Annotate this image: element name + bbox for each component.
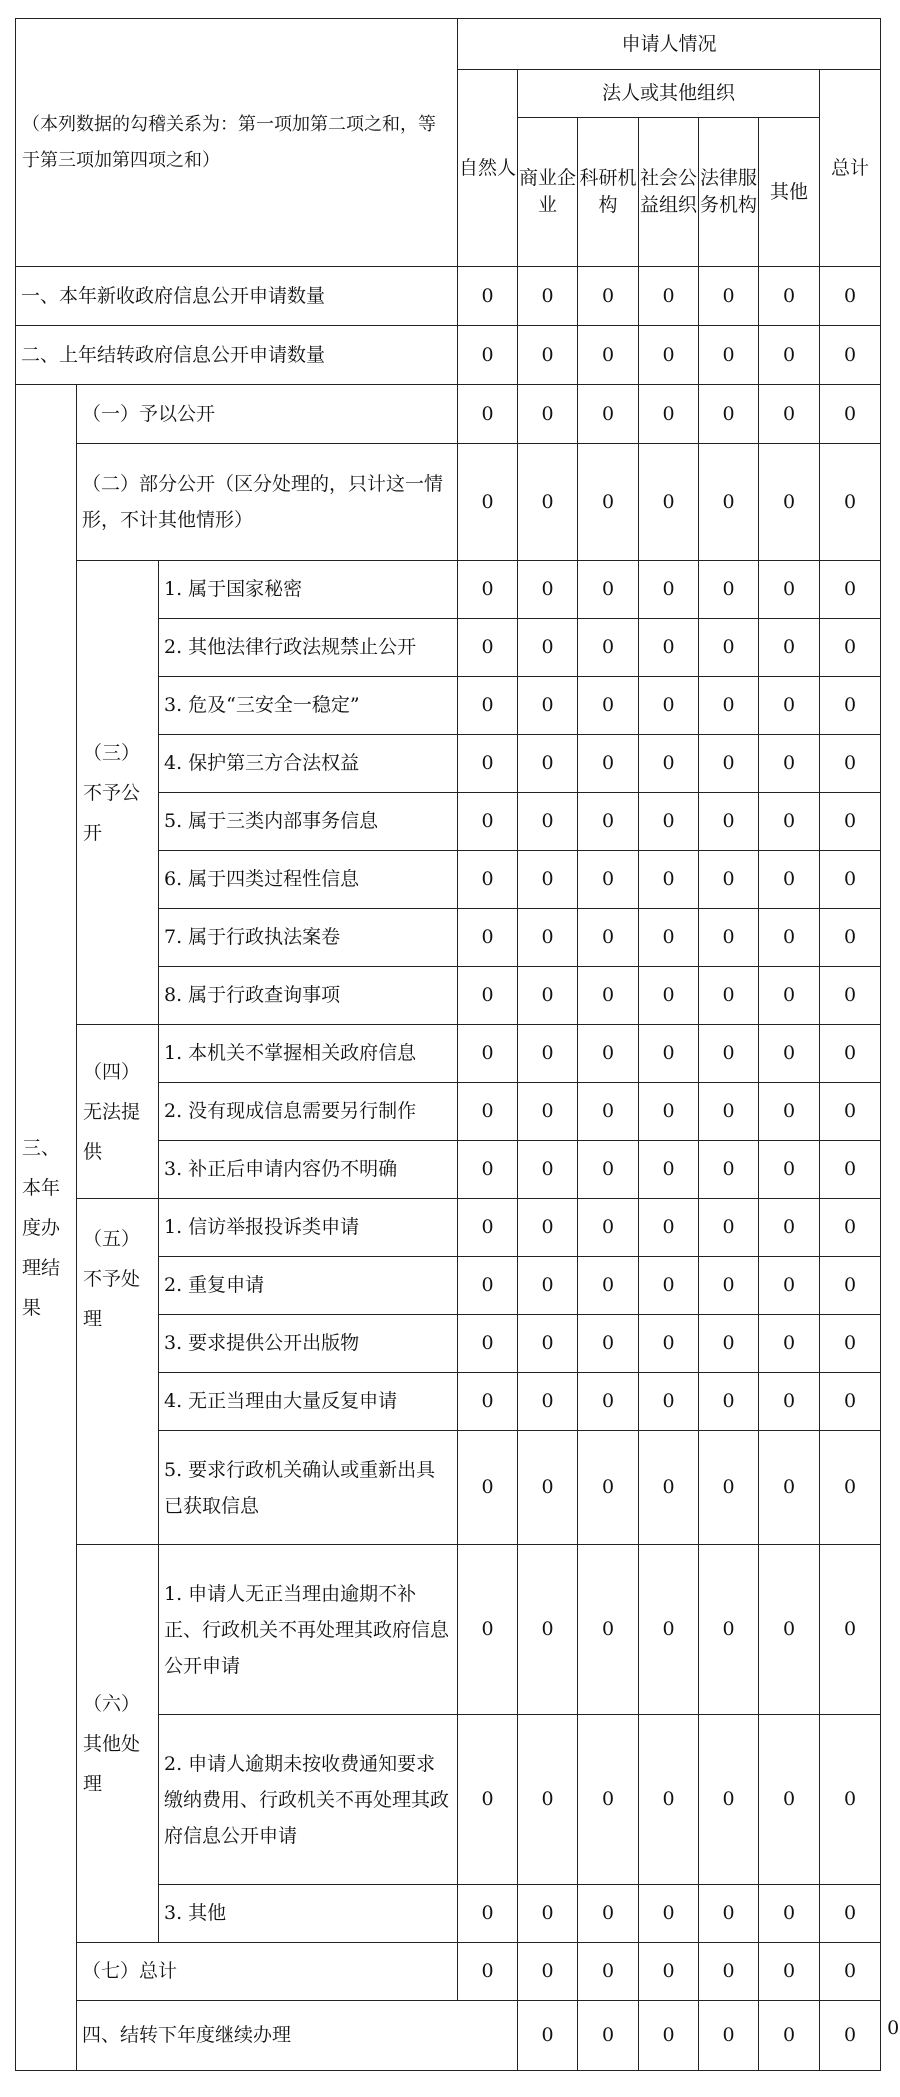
column-relation-note: （本列数据的勾稽关系为：第一项加第二项之和，等于第三项加第四项之和） [16,19,458,267]
value-cell: 0 [578,793,639,851]
value-cell: 0 [518,1943,578,2001]
value-cell: 0 [639,385,699,444]
value-cell: 0 [699,385,759,444]
value-cell: 0 [639,793,699,851]
other-org-header: 其他 [759,118,820,267]
value-cell: 0 [578,1315,639,1373]
value-cell: 0 [458,967,518,1025]
row-label: 4. 无正当理由大量反复申请 [159,1373,458,1431]
value-cell: 0 [578,326,639,385]
value-cell: 0 [820,619,881,677]
value-cell: 0 [458,1315,518,1373]
value-cell: 0 [578,1141,639,1199]
table-row [16,267,881,326]
value-cell: 0 [578,619,639,677]
value-cell: 0 [759,1545,820,1715]
table-row: 四、结转下年度继续办理 0 0 0 0 0 0 0 [16,2001,881,2071]
value-cell: 0 [699,677,759,735]
value-cell: 0 [699,1715,759,1885]
value-cell: 0 [699,1199,759,1257]
row-label: 二、上年结转政府信息公开申请数量 [16,326,458,385]
row-label: 四、结转下年度继续办理 [77,2001,518,2071]
row-label: 3. 危及“三安全一稳定” [159,677,458,735]
value-cell: 0 [518,1545,578,1715]
row-label: （一）予以公开 [77,385,458,444]
value-cell: 0 [759,1025,820,1083]
value-cell: 0 [820,967,881,1025]
value-cell: 0 [578,909,639,967]
value-cell: 0 [518,967,578,1025]
value-cell: 0 [518,1257,578,1315]
value-cell: 0 [820,561,881,619]
value-cell: 0 [458,1885,518,1943]
value-cell: 0 [578,1545,639,1715]
value-cell: 0 [458,909,518,967]
value-cell: 0 [639,1373,699,1431]
value-cell: 0 [518,1715,578,1885]
value-cell: 0 [759,851,820,909]
row-label: 2. 申请人逾期未按收费通知要求缴纳费用、行政机关不再处理其政府信息公开申请 [159,1715,458,1885]
value-cell: 0 [518,326,578,385]
value-cell: 0 [699,619,759,677]
value-cell: 0 [759,1141,820,1199]
value-cell: 0 [639,967,699,1025]
value-cell: 0 [578,1373,639,1431]
value-cell: 0 [639,1257,699,1315]
value-cell: 0 [820,1141,881,1199]
applicant-header: 申请人情况 [458,19,881,70]
row-label: 一、本年新收政府信息公开申请数量 [16,267,458,326]
value-cell: 0 [699,1885,759,1943]
row-label: 4. 保护第三方合法权益 [159,735,458,793]
value-cell: 0 [578,1715,639,1885]
value-cell: 0 [518,385,578,444]
application-statistics-table [15,18,900,2071]
value-cell: 0 [639,1025,699,1083]
value-cell: 0 [699,735,759,793]
value-cell: 0 [458,1431,518,1545]
value-cell: 0 [639,1315,699,1373]
value-cell: 0 [518,1315,578,1373]
group-label: （六）其他处理 [77,1545,159,1943]
value-cell: 0 [518,1431,578,1545]
table-row [16,1545,881,1715]
value-cell: 0 [578,561,639,619]
value-cell: 0 [578,444,639,561]
value-cell: 0 [759,385,820,444]
value-cell: 0 [759,444,820,561]
value-cell: 0 [820,677,881,735]
value-cell: 0 [639,326,699,385]
value-cell: 0 [699,851,759,909]
row-label: 5. 要求行政机关确认或重新出具已获取信息 [159,1431,458,1545]
value-cell: 0 [759,2001,820,2071]
value-cell: 0 [518,561,578,619]
value-cell: 0 [820,1431,881,1545]
value-cell: 0 [639,1545,699,1715]
value-cell: 0 [820,1199,881,1257]
legal-group-header: 法人或其他组织 [518,70,820,118]
value-cell: 0 [820,1943,881,2001]
value-cell: 0 [639,444,699,561]
value-cell: 0 [699,1141,759,1199]
value-cell: 0 [820,1083,881,1141]
value-cell: 0 [759,1373,820,1431]
value-cell: 0 [518,444,578,561]
row-label: 2. 其他法律行政法规禁止公开 [159,619,458,677]
group-label: （三）不予公开 [77,561,159,1025]
disclosure-statistics-document [15,18,900,2080]
value-cell: 0 [639,909,699,967]
value-cell: 0 [820,1373,881,1431]
value-cell: 0 [820,444,881,561]
natural-person-header: 自然人 [458,70,518,267]
value-cell: 0 [578,2001,639,2071]
value-cell: 0 [699,1943,759,2001]
section-three-label: 三、本年度办理结果 [16,385,77,2071]
value-cell: 0 [759,326,820,385]
row-label: （七）总计 [77,1943,458,2001]
value-cell: 0 [458,1715,518,1885]
value-cell: 0 [518,267,578,326]
value-cell: 0 [759,967,820,1025]
value-cell: 0 [820,851,881,909]
value-cell: 0 [458,1141,518,1199]
value-cell: 0 [699,1373,759,1431]
value-cell: 0 [458,1025,518,1083]
value-cell: 0 [458,851,518,909]
value-cell: 0 [820,1025,881,1083]
value-cell: 0 [458,1373,518,1431]
value-cell: 0 [458,1083,518,1141]
value-cell: 0 [820,326,881,385]
value-cell: 0 [458,326,518,385]
commercial-header: 商业企业 [518,118,578,267]
row-label: 1. 属于国家秘密 [159,561,458,619]
value-cell: 0 [518,909,578,967]
total-header: 总计 [820,70,881,267]
value-cell: 0 [518,1885,578,1943]
value-cell: 0 [699,967,759,1025]
row-label: 6. 属于四类过程性信息 [159,851,458,909]
value-cell: 0 [639,561,699,619]
table-row [16,1943,881,2001]
value-cell: 0 [699,1083,759,1141]
value-cell: 0 [518,851,578,909]
value-cell: 0 [639,677,699,735]
value-cell: 0 [699,793,759,851]
value-cell: 0 [699,326,759,385]
value-cell: 0 [699,1025,759,1083]
value-cell: 0 [578,267,639,326]
value-cell: 0 [759,1257,820,1315]
value-cell: 0 [759,1885,820,1943]
value-cell: 0 [518,2001,578,2071]
research-header: 科研机构 [578,118,639,267]
value-cell: 0 [578,1199,639,1257]
value-cell: 0 [699,444,759,561]
value-cell: 0 [458,677,518,735]
value-cell: 0 [458,735,518,793]
row-label: 3. 补正后申请内容仍不明确 [159,1141,458,1199]
value-cell: 0 [639,1715,699,1885]
table-row [16,561,881,619]
value-cell: 0 [820,1545,881,1715]
value-cell: 0 [820,1885,881,1943]
value-cell: 0 [458,1545,518,1715]
value-cell: 0 [699,561,759,619]
value-cell: 0 [639,1199,699,1257]
row-label: 1. 信访举报投诉类申请 [159,1199,458,1257]
value-cell: 0 [699,1431,759,1545]
value-cell: 0 [458,444,518,561]
legal-service-header: 法律服务机构 [699,118,759,267]
value-cell: 0 [820,735,881,793]
value-cell: 0 [578,735,639,793]
value-cell: 0 [639,1083,699,1141]
value-cell: 0 [759,619,820,677]
value-cell: 0 [518,1373,578,1431]
value-cell: 0 [578,851,639,909]
value-cell: 0 [699,1257,759,1315]
value-cell: 0 [578,385,639,444]
value-cell: 0 [518,1083,578,1141]
row-label: 1. 申请人无正当理由逾期不补正、行政机关不再处理其政府信息公开申请 [159,1545,458,1715]
row-label: 8. 属于行政查询事项 [159,967,458,1025]
value-cell: 0 [759,1715,820,1885]
value-cell: 0 [518,1141,578,1199]
table-row [16,385,881,444]
value-cell: 0 [820,1257,881,1315]
value-cell: 0 [458,1943,518,2001]
value-cell: 0 [820,793,881,851]
value-cell: 0 [699,1315,759,1373]
value-cell: 0 [578,677,639,735]
value-cell: 0 [639,1885,699,1943]
row-label: 5. 属于三类内部事务信息 [159,793,458,851]
value-cell: 0 [699,909,759,967]
value-cell: 0 [578,1943,639,2001]
table-row [16,444,881,561]
value-cell: 0 [458,385,518,444]
value-cell: 0 [699,1545,759,1715]
group-label: （四）无法提供 [77,1025,159,1199]
value-cell: 0 [518,735,578,793]
value-cell: 0 [639,1141,699,1199]
value-cell: 0 [458,619,518,677]
value-cell: 0 [699,2001,759,2071]
value-cell: 0 [578,967,639,1025]
row-label: 1. 本机关不掌握相关政府信息 [159,1025,458,1083]
header-row-1 [16,19,881,70]
value-cell: 0 [639,2001,699,2071]
row-label: 7. 属于行政执法案卷 [159,909,458,967]
value-cell: 0 [820,2001,881,2071]
value-cell: 0 [759,793,820,851]
value-cell: 0 [518,1199,578,1257]
value-cell: 0 [759,735,820,793]
value-cell: 0 [518,1025,578,1083]
value-cell: 0 [759,677,820,735]
row-label: 2. 重复申请 [159,1257,458,1315]
value-cell: 0 [578,1025,639,1083]
value-cell: 0 [699,267,759,326]
row-label: 3. 要求提供公开出版物 [159,1315,458,1373]
table-row [16,1025,881,1083]
value-cell: 0 [639,735,699,793]
value-cell: 0 [518,677,578,735]
value-cell: 0 [820,1715,881,1885]
value-cell: 0 [759,1083,820,1141]
value-cell: 0 [759,1943,820,2001]
value-cell: 0 [578,1885,639,1943]
row-label: 3. 其他 [159,1885,458,1943]
row-label: 2. 没有现成信息需要另行制作 [159,1083,458,1141]
value-cell: 0 [458,561,518,619]
value-cell: 0 [639,619,699,677]
row-label: （二）部分公开（区分处理的，只计这一情形，不计其他情形） [77,444,458,561]
value-cell: 0 [458,267,518,326]
table-row [16,1199,881,1257]
value-cell: 0 [759,909,820,967]
value-cell: 0 [759,1315,820,1373]
value-cell: 0 [578,1257,639,1315]
value-cell: 0 [820,909,881,967]
value-cell: 0 [518,793,578,851]
value-cell: 0 [820,1315,881,1373]
table-row [16,326,881,385]
public-welfare-header: 社会公益组织 [639,118,699,267]
value-cell: 0 [578,1083,639,1141]
value-cell: 0 [820,267,881,326]
value-cell: 0 [518,619,578,677]
group-label: （五）不予处理 [77,1199,159,1545]
value-cell: 0 [458,1199,518,1257]
value-cell: 0 [458,1257,518,1315]
value-cell: 0 [820,385,881,444]
value-cell: 0 [639,1431,699,1545]
value-cell: 0 [639,851,699,909]
value-cell: 0 [639,1943,699,2001]
value-cell: 0 [639,267,699,326]
value-cell: 0 [458,793,518,851]
value-cell: 0 [759,561,820,619]
value-cell: 0 [759,1431,820,1545]
value-cell: 0 [578,1431,639,1545]
value-cell: 0 [759,1199,820,1257]
value-cell: 0 [759,267,820,326]
